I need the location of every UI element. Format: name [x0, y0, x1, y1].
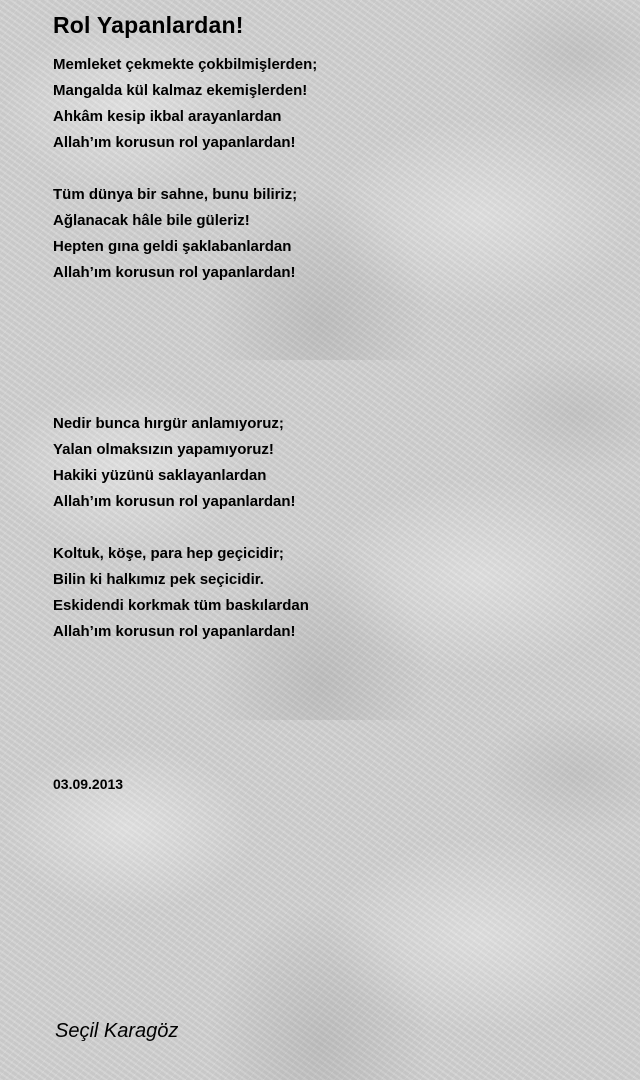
poem-line: Tüm dünya bir sahne, bunu biliriz;	[53, 186, 298, 203]
stanza-4	[53, 541, 309, 645]
poem-line: Yalan olmaksızın yapamıyoruz!	[53, 441, 274, 458]
poem-line: Hepten gına geldi şaklabanlardan	[53, 238, 292, 255]
poem-line: Allah’ım korusun rol yapanlardan!	[53, 134, 296, 151]
poem-line: Memleket çekmekte çokbilmişlerden;	[53, 56, 318, 73]
poem-line: Hakiki yüzünü saklayanlardan	[53, 467, 267, 484]
poem-title: Rol Yapanlardan!	[53, 12, 244, 38]
poem-author: Seçil Karagöz	[55, 1020, 179, 1042]
poem-line: Allah’ım korusun rol yapanlardan!	[53, 493, 296, 510]
stanza-3	[53, 411, 296, 515]
poem-line: Ağlanacak hâle bile güleriz!	[53, 212, 250, 229]
poem-line: Nedir bunca hırgür anlamıyoruz;	[53, 415, 284, 432]
poem-line: Bilin ki halkımız pek seçicidir.	[53, 571, 264, 588]
poem-line: Koltuk, köşe, para hep geçicidir;	[53, 545, 284, 562]
poem-line: Eskidendi korkmak tüm baskılardan	[53, 597, 309, 614]
poem-line: Ahkâm kesip ikbal arayanlardan	[53, 108, 282, 125]
poem-line: Allah’ım korusun rol yapanlardan!	[53, 623, 296, 640]
poem-line: Mangalda kül kalmaz ekemişlerden!	[53, 82, 308, 99]
stanza-2	[53, 182, 297, 286]
poem-date: 03.09.2013	[53, 776, 124, 792]
poem-line: Allah’ım korusun rol yapanlardan!	[53, 264, 296, 281]
stanza-1	[53, 52, 317, 156]
